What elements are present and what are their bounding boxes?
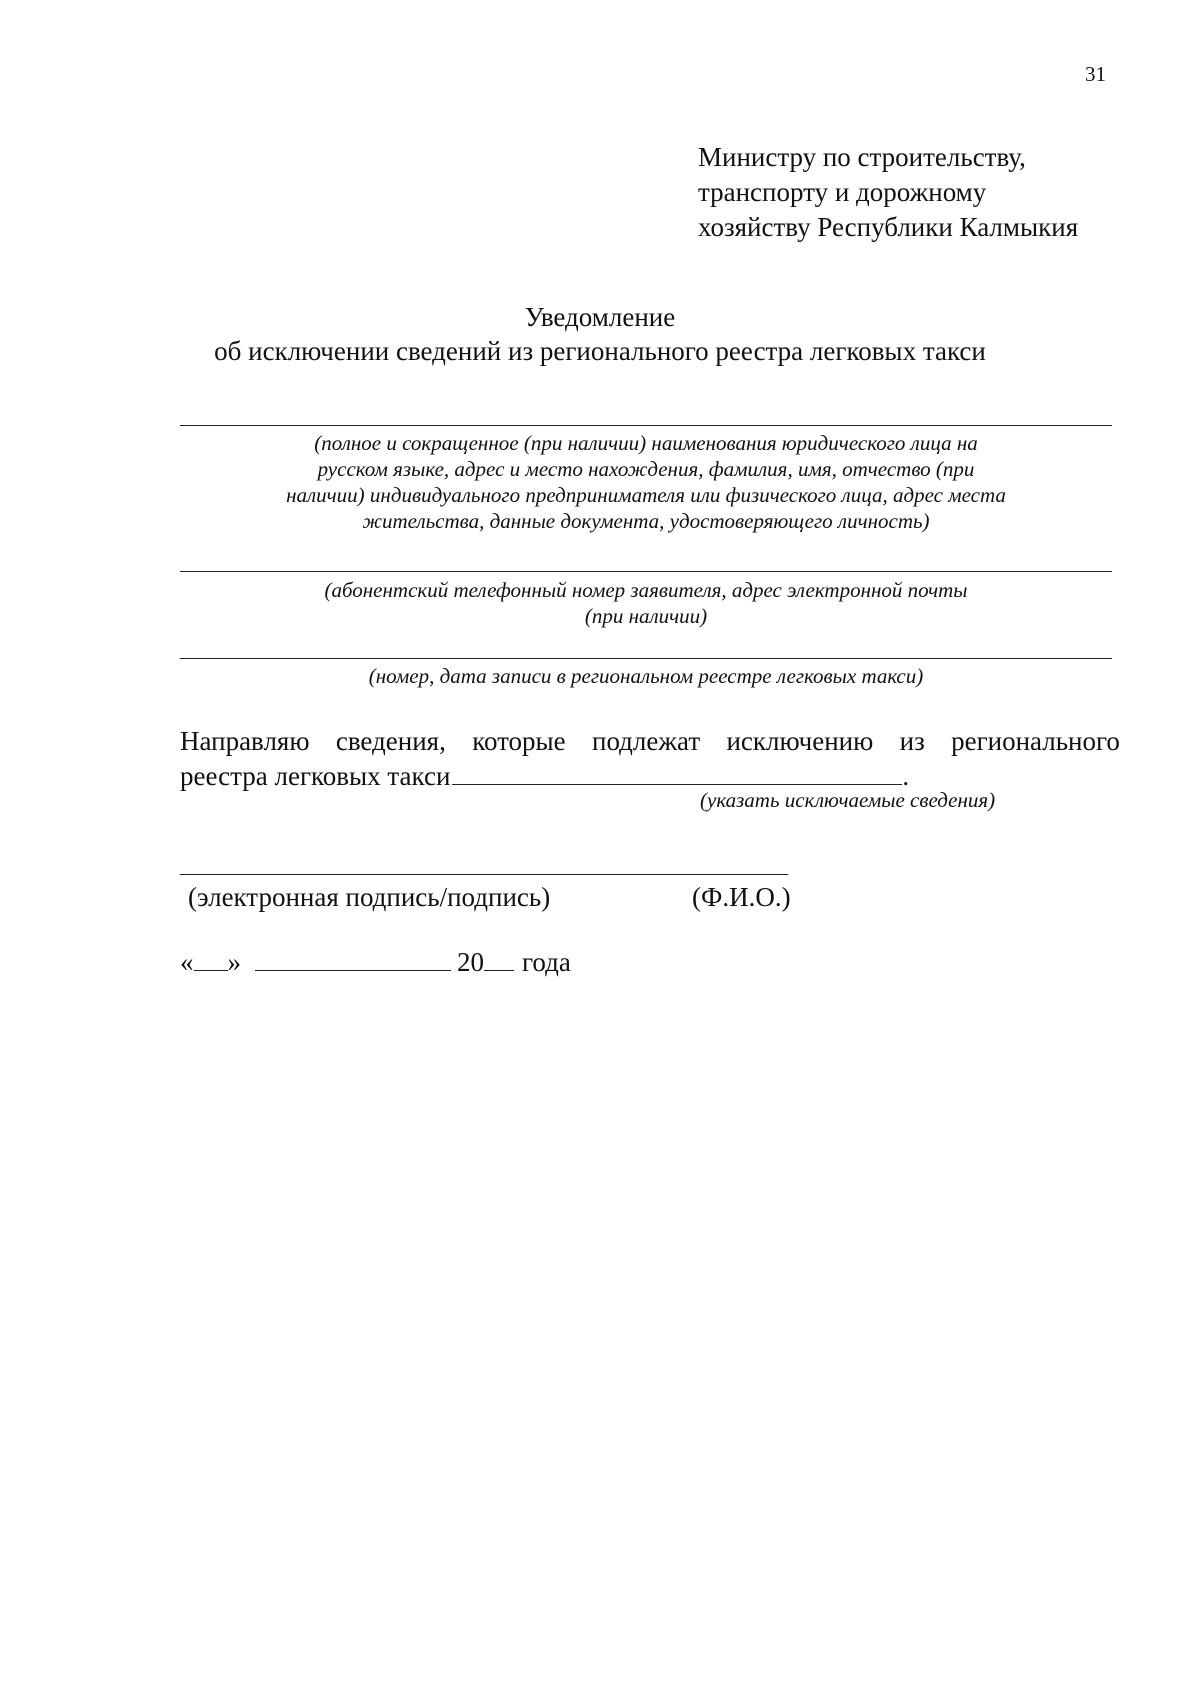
caption-line: (номер, дата записи в региональном реестре легковых такси)	[368, 664, 924, 688]
contact-caption	[180, 577, 1112, 629]
applicant-caption	[180, 430, 1112, 534]
registry-caption	[180, 663, 1112, 689]
close-quote: »	[227, 947, 241, 977]
body-paragraph	[180, 724, 1120, 793]
date-line	[180, 946, 571, 978]
applicant-fill-line[interactable]	[180, 425, 1112, 426]
signature-label: (электронная подпись/подпись)	[188, 882, 551, 912]
year-blank[interactable]	[484, 946, 514, 971]
document-title	[0, 300, 1200, 368]
body-period: .	[902, 761, 910, 791]
registry-fill-line[interactable]	[180, 658, 1112, 659]
body-word: из	[899, 726, 925, 756]
caption-line: (абонентский телефонный номер заявителя, адрес электронной почты	[324, 578, 968, 602]
year-suffix: года	[522, 947, 571, 977]
caption-line: жительства, данные документа, удостоверяющего личность)	[362, 509, 930, 533]
caption-line: (при наличии)	[584, 604, 708, 628]
addressee-block	[698, 140, 1078, 245]
page-number: 31	[1085, 62, 1106, 86]
body-word: сведения,	[335, 726, 446, 756]
body-word: Направляю	[180, 726, 310, 756]
signature-fill-line[interactable]	[180, 874, 788, 875]
caption-line: (полное и сокращенное (при наличии) наименования юридического лица на	[314, 431, 978, 455]
excluded-details-hint: (указать исключаемые сведения)	[700, 788, 996, 812]
addressee-line: хозяйству Республики Калмыкия	[698, 212, 1079, 242]
addressee-line: Министру по строительству,	[698, 142, 1026, 172]
addressee-line: транспорту и дорожному	[698, 177, 987, 207]
title-line-2: об исключении сведений из регионального реестра легковых такси	[214, 336, 986, 366]
fio-label: (Ф.И.О.)	[692, 882, 791, 912]
body-word: регионального	[951, 726, 1120, 756]
month-blank[interactable]	[255, 946, 451, 971]
caption-line: наличии) индивидуального предпринимателя или физического лица, адрес места	[286, 483, 1006, 507]
open-quote: «	[180, 947, 194, 977]
body-word: подлежат	[592, 726, 701, 756]
caption-line: русском языке, адрес и место нахождения, фамилия, имя, отчество (при	[317, 457, 975, 481]
title-line-1: Уведомление	[524, 302, 676, 332]
body-word: исключению	[726, 726, 874, 756]
body-line-1	[180, 724, 1120, 758]
contact-fill-line[interactable]	[180, 571, 1112, 572]
body-text: реестра легковых такси	[180, 761, 451, 791]
excluded-details-blank[interactable]	[452, 758, 902, 785]
day-blank[interactable]	[194, 946, 228, 971]
body-word: которые	[472, 726, 566, 756]
year-prefix: 20	[457, 947, 484, 977]
